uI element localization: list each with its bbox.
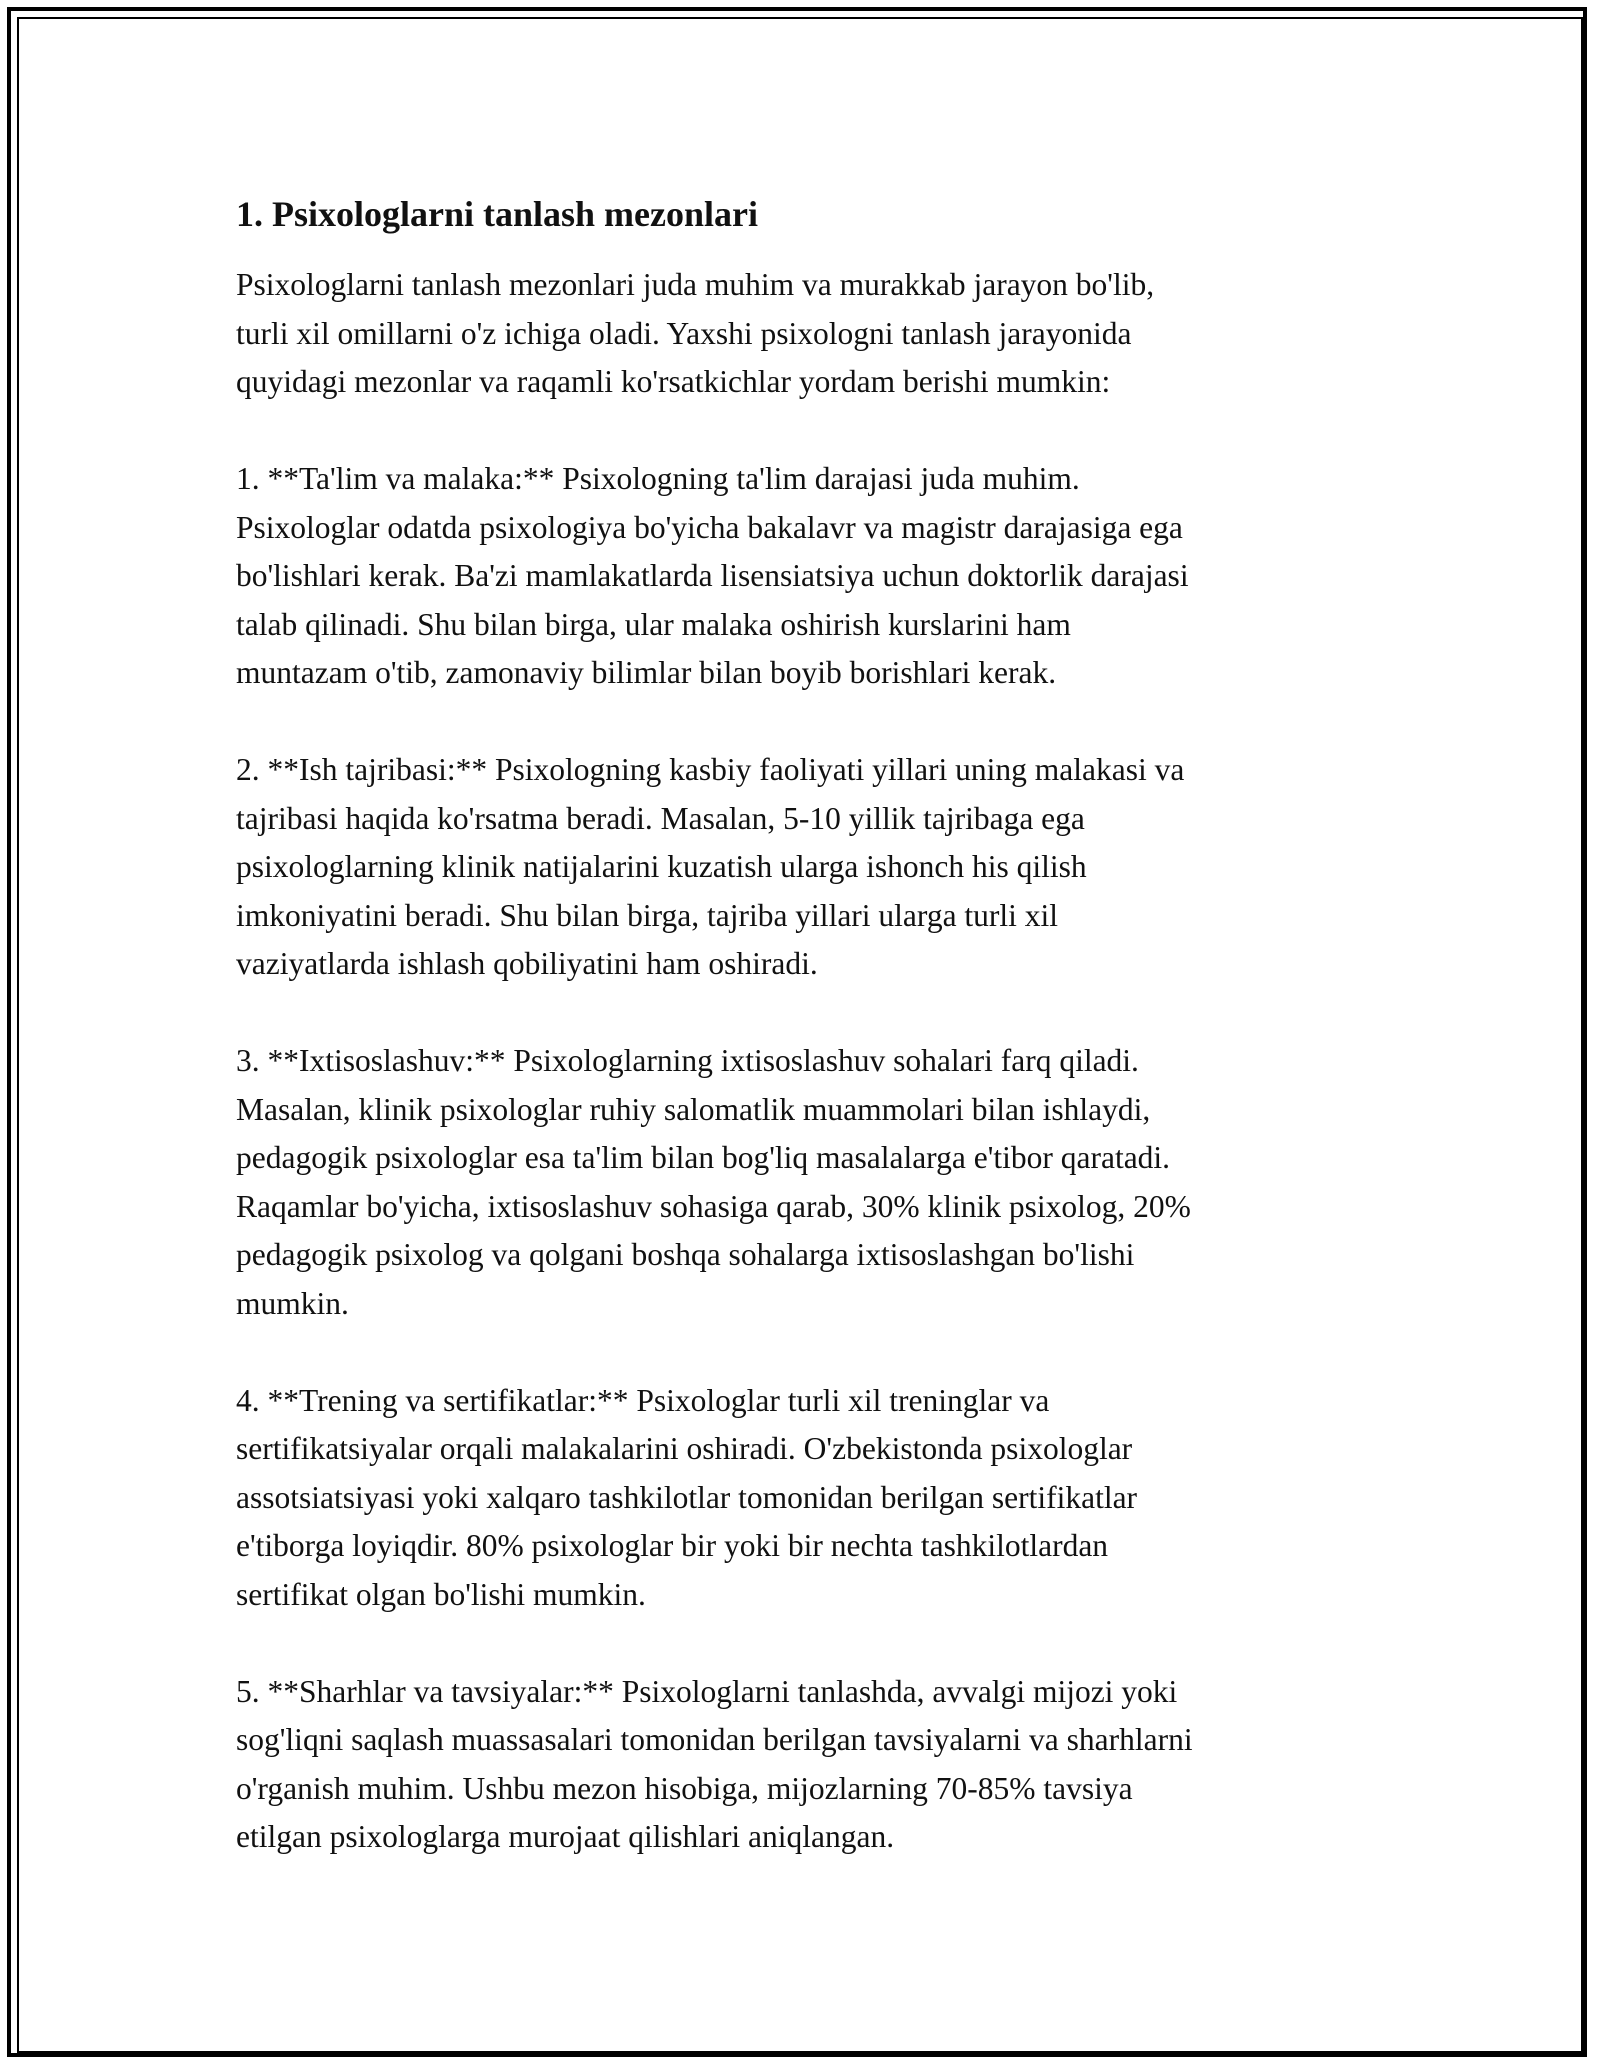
criterion-education: 1. **Ta'lim va malaka:** Psixologning ta'lim darajasi juda muhim. Psixologlar odatda psixologiya bo'yicha bakalavr va magistr darajasiga ega bo'lishlari kerak. Ba'zi mamlakatlarda lisensiatsiya uchun doktorlik darajasi talab qilinadi. Shu bilan birga, ular malaka oshirish kurslarini ham muntazam o'tib, zamonaviy bilimlar bilan boyib borishlari kerak. — [236, 461, 1189, 690]
criterion-specialization: 3. **Ixtisoslashuv:** Psixologlarning ixtisoslashuv sohalari farq qiladi. Masalan, klinik psixologlar ruhiy salomatlik muammolari bilan ishlaydi, pedagogik psixologlar esa ta'lim bilan bog'liq masalalarga e'tibor qaratadi. Raqamlar bo'yicha, ixtisoslashuv sohasiga qarab, 30% klinik psixolog, 20% pedagogik psixolog va qolgani boshqa sohalarga ixtisoslashgan bo'lishi mumkin. — [236, 1043, 1191, 1321]
intro-paragraph: Psixologlarni tanlash mezonlari juda muhim va murakkab jarayon bo'lib, turli xil omillarni o'z ichiga oladi. Yaxshi psixologni tanlash jarayonida quyidagi mezonlar va raqamli ko'rsatkichlar yordam berishi mumkin: — [236, 267, 1155, 399]
section-heading: 1. Psixologlarni tanlash mezonlari — [236, 194, 758, 234]
criterion-training: 4. **Trening va sertifikatlar:** Psixologlar turli xil treninglar va sertifikatsiyalar orqali malakalarini oshiradi. O'zbekistonda psixologlar assotsiatsiyasi yoki xalqaro tashkilotlar tomonidan berilgan sertifikatlar e'tiborga loyiqdir. 80% psixologlar bir yoki bir nechta tashkilotlardan sertifikat olgan bo'lishi mumkin. — [236, 1382, 1138, 1612]
document-body — [236, 186, 1396, 1910]
criterion-experience: 2. **Ish tajribasi:** Psixologning kasbiy faoliyati yillari uning malakasi va tajribasi haqida ko'rsatma beradi. Masalan, 5-10 yillik tajribaga ega psixologlarning klinik natijalarini kuzatish ularga ishonch his qilish imkoniyatini beradi. Shu bilan birga, tajriba yillari ularga turli xil vaziyatlarda ishlash qobiliyatini ham oshiradi. — [236, 752, 1185, 981]
criterion-reviews: 5. **Sharhlar va tavsiyalar:** Psixologlarni tanlashda, avvalgi mijozi yoki sog'liqni saqlash muassasalari tomonidan berilgan tavsiyalarni va sharhlarni o'rganish muhim. Ushbu mezon hisobiga, mijozlarning 70-85% tavsiya etilgan psixologlarga murojaat qilishlari aniqlangan. — [236, 1673, 1193, 1854]
